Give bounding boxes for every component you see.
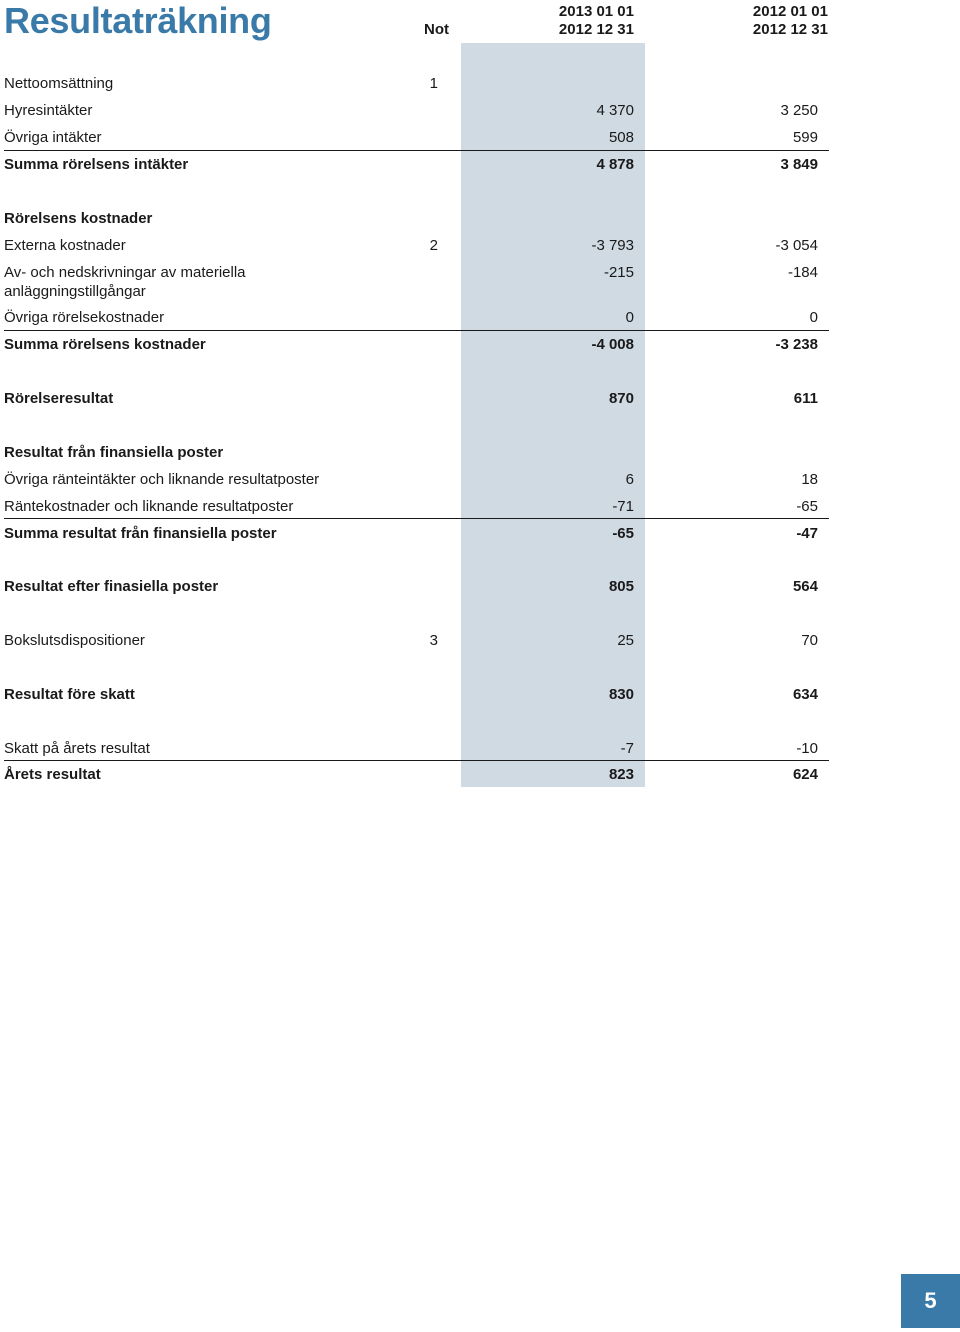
row-note: 2 xyxy=(429,237,438,254)
row-note: 1 xyxy=(429,75,438,92)
row-value-current: -65 xyxy=(612,525,634,542)
row-value-current: 4 878 xyxy=(596,156,634,173)
row-label: Övriga intäkter xyxy=(4,129,102,146)
row-value-current: 870 xyxy=(608,390,634,407)
row-resultat-fore-skatt xyxy=(0,685,960,712)
row-externa-kostnader xyxy=(0,236,960,263)
row-value-previous: 3 849 xyxy=(780,156,818,173)
row-value-previous: 3 250 xyxy=(780,102,818,119)
row-value-current: 805 xyxy=(608,578,634,595)
row-label: Resultat före skatt xyxy=(4,686,135,703)
row-label: Av- och nedskrivningar av materiella anläggningstillgångar xyxy=(4,264,246,300)
row-value-previous: 624 xyxy=(792,766,818,783)
row-value-previous: 634 xyxy=(792,686,818,703)
row-arets-resultat xyxy=(0,765,960,792)
row-label: Räntekostnader och liknande resultatposter xyxy=(4,498,294,515)
row-summa-kostnader xyxy=(0,335,960,362)
current-period-end: 2012 12 31 xyxy=(558,21,634,38)
row-value-current: 0 xyxy=(625,309,634,326)
row-value-current: 830 xyxy=(608,686,634,703)
row-value-previous: 611 xyxy=(793,390,818,407)
divider xyxy=(4,518,829,519)
row-value-current: 508 xyxy=(608,129,634,146)
not-column-header: Not xyxy=(424,21,449,38)
page-number: 5 xyxy=(924,1288,937,1313)
row-rorelsens-kostnader-heading xyxy=(0,209,960,236)
row-note: 3 xyxy=(429,632,438,649)
row-label: Resultat efter finasiella poster xyxy=(4,578,219,595)
row-value-previous: 70 xyxy=(801,632,818,649)
row-hyresintakter xyxy=(0,101,960,128)
row-value-previous: 0 xyxy=(809,309,818,326)
row-value-previous: -184 xyxy=(787,264,818,281)
row-rantekostnader xyxy=(0,497,960,524)
row-avskrivningar xyxy=(0,263,960,309)
row-finansiella-heading xyxy=(0,443,960,470)
row-value-current: 6 xyxy=(625,471,634,488)
row-value-current: -7 xyxy=(620,740,634,757)
row-value-previous: 599 xyxy=(792,129,818,146)
row-label: Skatt på årets resultat xyxy=(4,740,150,757)
row-label: Hyresintäkter xyxy=(4,102,93,119)
row-value-current: 4 370 xyxy=(596,102,634,119)
row-skatt xyxy=(0,739,960,766)
row-summa-intakter xyxy=(0,155,960,182)
row-value-previous: -10 xyxy=(796,740,818,757)
row-label: Summa rörelsens kostnader xyxy=(4,336,206,353)
row-label: Summa resultat från finansiella poster xyxy=(4,525,277,542)
row-value-current: -215 xyxy=(603,264,634,281)
row-value-current: -4 008 xyxy=(591,336,634,353)
row-value-previous: -3 238 xyxy=(775,336,818,353)
row-summa-finansiella xyxy=(0,524,960,551)
previous-period-start: 2012 01 01 xyxy=(752,3,828,20)
divider xyxy=(4,760,829,761)
divider xyxy=(4,150,829,151)
row-ranteintakter xyxy=(0,470,960,497)
page-title: Resultaträkning xyxy=(4,0,272,41)
row-value-previous: -3 054 xyxy=(775,237,818,254)
row-rorelseresultat xyxy=(0,389,960,416)
row-label: Övriga rörelsekostnader xyxy=(4,309,165,326)
row-label: Årets resultat xyxy=(4,766,101,783)
row-bokslutsdispositioner xyxy=(0,631,960,658)
row-value-previous: 564 xyxy=(792,578,818,595)
row-label: Externa kostnader xyxy=(4,237,126,254)
section-heading: Resultat från finansiella poster xyxy=(4,444,224,461)
row-label: Övriga ränteintäkter och liknande resultatposter xyxy=(4,471,320,488)
current-period-start: 2013 01 01 xyxy=(558,3,634,20)
row-value-current: -71 xyxy=(612,498,634,515)
previous-period-end: 2012 12 31 xyxy=(752,21,828,38)
row-label: Bokslutsdispositioner xyxy=(4,632,145,649)
row-value-current: 823 xyxy=(608,766,634,783)
row-label: Summa rörelsens intäkter xyxy=(4,156,189,173)
row-value-current: -3 793 xyxy=(591,237,634,254)
row-value-current: 25 xyxy=(617,632,634,649)
row-value-previous: 18 xyxy=(801,471,818,488)
row-resultat-efter-finansiella xyxy=(0,577,960,604)
section-heading: Rörelsens kostnader xyxy=(4,210,153,227)
page-number-badge xyxy=(901,1274,960,1328)
row-value-previous: -47 xyxy=(796,525,818,542)
row-label: Rörelseresultat xyxy=(4,390,114,407)
row-value-previous: -65 xyxy=(796,498,818,515)
row-label: Nettoomsättning xyxy=(4,75,114,92)
row-nettoomsattning xyxy=(0,74,960,101)
divider xyxy=(4,330,829,331)
